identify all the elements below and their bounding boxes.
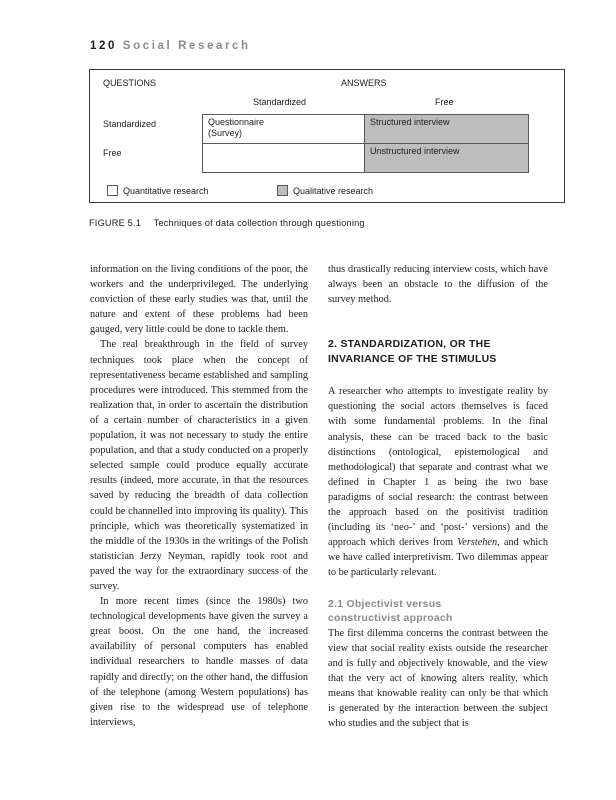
column-header-free: Free bbox=[435, 97, 454, 107]
running-title: Social Research bbox=[122, 40, 251, 52]
column-header-standardized: Standardized bbox=[253, 97, 307, 107]
left-paragraph-3: In more recent times (since the 1980s) two technological developments have given the survey a great boost. On the one hand, the increased availability of personal computers has enabled individual researchers to handle masses of data rapidly and directly; on the other hand, the diffusion of the telephone (among Western populations) has given rise to the widespread use of telephone interviews, bbox=[90, 596, 308, 728]
verstehen-term: Verstehen bbox=[457, 537, 498, 549]
page-number: 120 bbox=[90, 40, 117, 52]
cell-structured-interview bbox=[364, 114, 529, 144]
subsection-heading-line-1: 2.1 Objectivist versus bbox=[328, 598, 442, 610]
cell-questionnaire-label: Questionnaire bbox=[208, 117, 265, 127]
figure-caption-text: Techniques of data collection through questioning bbox=[153, 218, 365, 228]
right-column bbox=[328, 262, 548, 731]
cell-questionnaire bbox=[202, 114, 365, 144]
left-paragraph-2: The real breakthrough in the field of survey techniques took place when the concept of representativeness became established and sampling procedures were introduced. This stemmed from the realization that, in order to ascertain the distribution of a certain number of characteristics in a given population, it was not necessary to study the entire population, and that a study conducted on a properly selected sample could produce equally accurate results (indeed, more accurate, in that the resources saved by reducing the breadth of data collection could be channelled into improving its quality). This principle, which was theoretically systematized in the middle of the 1930s in the writings of the Polish statistician Jerzy Neyman, rapidly took root and paved the way for the extraordinary success of the survey. bbox=[90, 339, 308, 592]
legend-swatch-qualitative bbox=[277, 185, 288, 196]
figure-caption bbox=[89, 218, 365, 228]
legend-swatch-quantitative bbox=[107, 185, 118, 196]
cell-unstructured-interview bbox=[364, 143, 529, 173]
right-paragraph-2 bbox=[328, 384, 548, 580]
right-paragraph-1: thus drastically reducing interview costs, which have always been an obstacle to the diffusion of the survey method. bbox=[328, 264, 548, 306]
subsection-heading-line-2: constructivist approach bbox=[328, 612, 453, 624]
legend-label-qualitative: Qualitative research bbox=[293, 186, 374, 196]
right-paragraph-2-text-b: , and which we have called interpretivism. Two dilemmas appear to be particularly relevant. bbox=[328, 537, 548, 579]
cell-unstructured-interview-label: Unstructured interview bbox=[370, 146, 460, 156]
cell-free-free-empty bbox=[202, 143, 365, 173]
figure-5-1 bbox=[89, 69, 565, 203]
subsection-heading bbox=[328, 598, 548, 626]
left-paragraph-1: information on the living conditions of the poor, the workers and the underprivileged. The underlying conviction of these early studies was that, until the nature and extent of these problems had been gauged, very little could be done to tackle them. bbox=[90, 264, 308, 336]
section-heading bbox=[328, 338, 548, 367]
row-header-standardized: Standardized bbox=[103, 119, 157, 129]
legend-label-quantitative: Quantitative research bbox=[123, 186, 209, 196]
answers-heading: ANSWERS bbox=[341, 78, 387, 88]
running-head bbox=[90, 40, 251, 52]
figure-caption-label: FIGURE 5.1 bbox=[89, 218, 142, 228]
right-paragraph-3: The first dilemma concerns the contrast between the view that social reality exists outside the researcher and is fully and objectively knowable, and the view that the very act of knowing alters reality, which means that knowable reality can only be that which is generated by the interaction between the subject who studies and the subject that is bbox=[328, 627, 548, 730]
section-heading-line-1: 2. STANDARDIZATION, OR THE bbox=[328, 339, 491, 351]
left-column bbox=[90, 262, 308, 730]
section-heading-line-2: INVARIANCE OF THE STIMULUS bbox=[328, 353, 497, 365]
row-header-free: Free bbox=[103, 148, 122, 158]
cell-questionnaire-sublabel: (Survey) bbox=[208, 128, 243, 138]
cell-structured-interview-label: Structured interview bbox=[370, 117, 450, 127]
questions-heading: QUESTIONS bbox=[103, 78, 157, 88]
right-paragraph-2-text-a: A researcher who attempts to investigate reality by questioning the social actors themselves is faced with some fundamental problems. In the final analysis, these can be traced back to the basic distinctions (ontological, epistemological and methodological) that separate and contrast what we defined in Chapter 1 as being the two base paradigms of social research: the contrast between the approach based on the positivist tradition (including its ‘neo-’ and ‘post-’ versions) and the approach which derives from bbox=[328, 386, 548, 549]
